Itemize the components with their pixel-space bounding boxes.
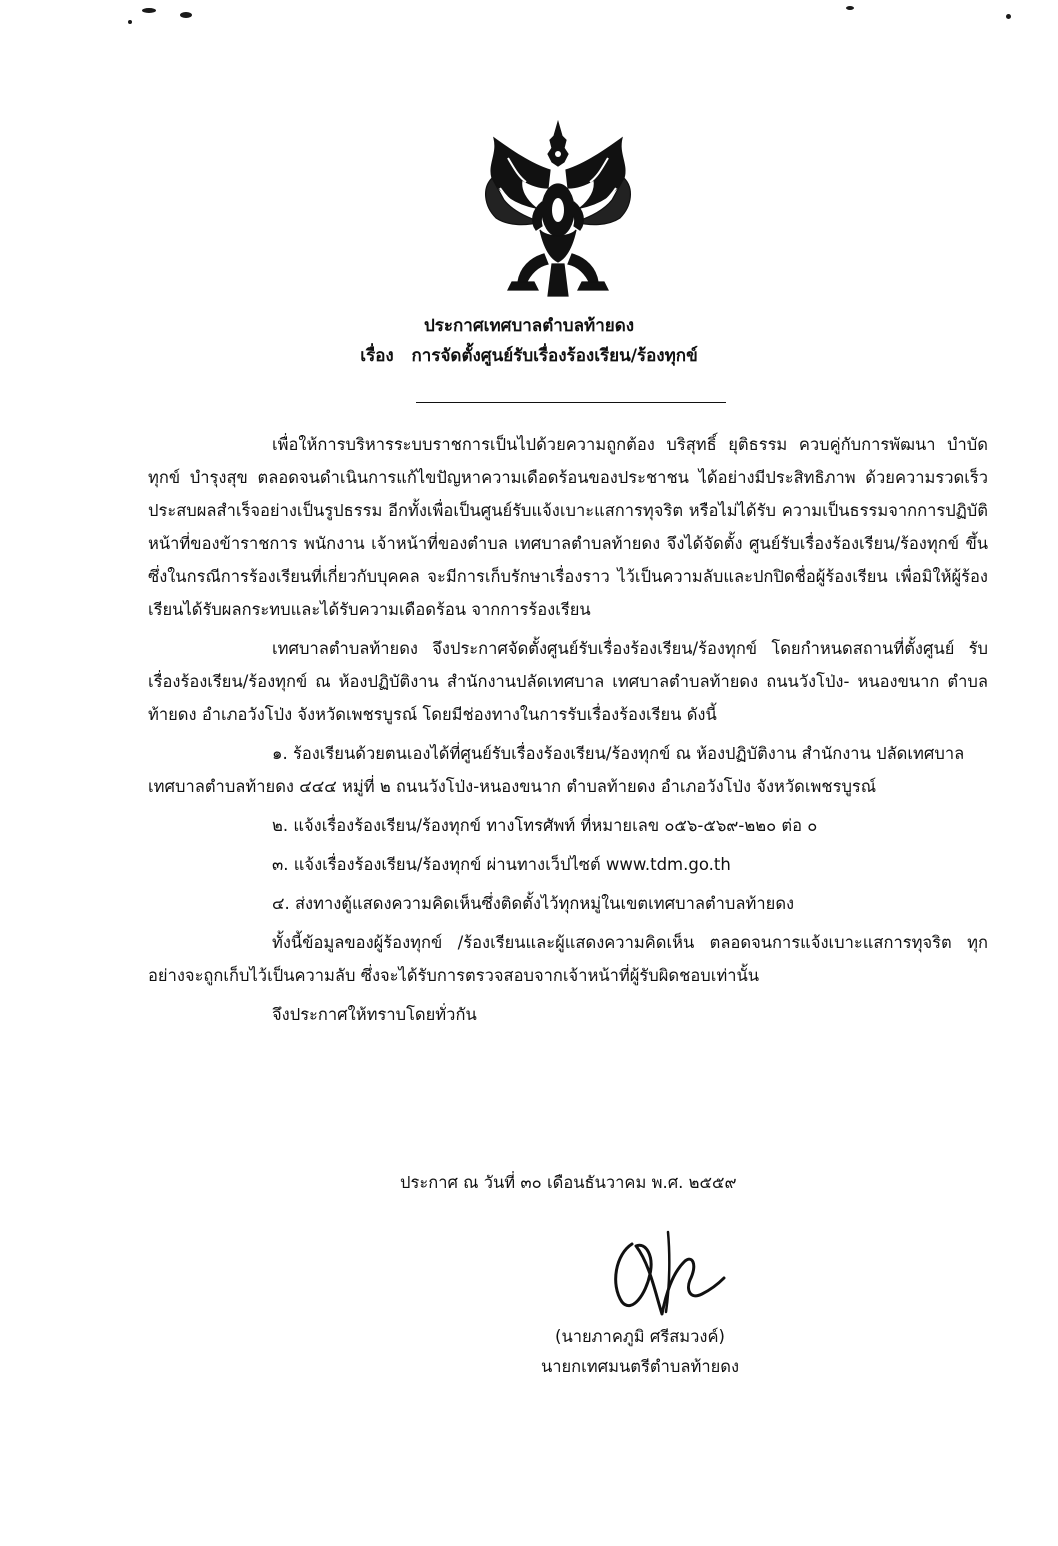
scan-speck: [142, 8, 156, 13]
subject-line: [0, 343, 1058, 369]
title-divider: [416, 402, 726, 403]
closing-line: จึงประกาศให้ทราบโดยทั่วกัน: [272, 1005, 477, 1024]
list-item: ๒. แจ้งเรื่องร้องเรียน/ร้องทุกข์ ทางโทรศัพท์ ที่หมายเลข ๐๕๖-๕๖๙-๒๒๐ ต่อ ๐: [272, 816, 818, 835]
paragraph-purpose: เพื่อให้การบริหารระบบราชการเป็นไปด้วยความถูกต้อง บริสุทธิ์ ยุติธรรม ควบคู่กับการพัฒนา บำบัดทุกข์ บำรุงสุข ตลอดจนดำเนินการแก้ไขปัญหาความเดือดร้อนของประชาชน ได้อย่างมีประสิทธิภาพ ด้วยความรวดเร็วประสบผลสำเร็จอย่างเป็นรูปธรรม อีกทั้งเพื่อเป็นศูนย์รับแจ้งเบาะแสการทุจริต หรือไม่ได้รับ ความเป็นธรรมจากการปฏิบัติหน้าที่ของข้าราชการ พนักงาน เจ้าหน้าที่ของตำบล เทศบาลตำบลท้ายดง จึงได้จัดตั้ง ศูนย์รับเรื่องร้องเรียน/ร้องทุกข์ ขึ้น ซึ่งในกรณีการร้องเรียนที่เกี่ยวกับบุคคล จะมีการเก็บรักษาเรื่องราว ไว้เป็นความลับและปกปิดชื่อผู้ร้องเรียน เพื่อมิให้ผู้ร้องเรียนได้รับผลกระทบและได้รับความเดือดร้อน จากการร้องเรียน: [148, 435, 988, 619]
signer-name: (นายภาคภูมิ ศรีสมวงค์): [555, 1327, 725, 1346]
scan-speck: [1006, 14, 1011, 19]
list-item: ๓. แจ้งเรื่องร้องเรียน/ร้องทุกข์ ผ่านทางเว็ปไซต์ www.tdm.go.th: [272, 855, 731, 874]
signer-position: นายกเทศมนตรีตำบลท้ายดง: [540, 1357, 740, 1376]
list-item: ๑. ร้องเรียนด้วยตนเองได้ที่ศูนย์รับเรื่องร้องเรียน/ร้องทุกข์ ณ ห้องปฏิบัติงาน สำนักงาน ปลัดเทศบาล เทศบาลตำบลท้ายดง ๔๔๔ หมู่ที่ ๒ ถนนวังโป่ง-หนองขนาก ตำบลท้ายดง อำเภอวังโป่ง จังหวัดเพชรบูรณ์: [148, 744, 965, 796]
garuda-emblem-icon: [478, 118, 638, 300]
announcement-date: ประกาศ ณ วันที่ ๓๐ เดือนธันวาคม พ.ศ. ๒๕๕๙: [400, 1173, 737, 1192]
scan-speck: [846, 6, 854, 10]
paragraph-establishment: เทศบาลตำบลท้ายดง จึงประกาศจัดตั้งศูนย์รับเรื่องร้องเรียน/ร้องทุกข์ โดยกำหนดสถานที่ตั้งศูนย์ รับเรื่องร้องเรียน/ร้องทุกข์ ณ ห้องปฏิบัติงาน สำนักงานปลัดเทศบาล เทศบาลตำบลท้ายดง ถนนวังโป่ง- หนองขนาก ตำบลท้ายดง อำเภอวังโป่ง จังหวัดเพชรบูรณ์ โดยมีช่องทางในการรับเรื่องร้องเรียน ดังนี้: [148, 639, 988, 724]
paragraph-confidentiality: ทั้งนี้ข้อมูลของผู้ร้องทุกข์ /ร้องเรียนและผู้แสดงความคิดเห็น ตลอดจนการแจ้งเบาะแสการทุจริต ทุกอย่างจะถูกเก็บไว้เป็นความลับ ซึ่งจะได้รับการตรวจสอบจากเจ้าหน้าที่ผู้รับผิดชอบเท่านั้น: [148, 933, 988, 985]
announcement-body: [148, 428, 988, 1037]
scan-speck: [180, 12, 192, 18]
subject-text: การจัดตั้งศูนย์รับเรื่องร้องเรียน/ร้องทุกข์: [411, 346, 698, 366]
page-title: ประกาศเทศบาลตำบลท้ายดง: [423, 316, 635, 336]
handwritten-signature: [606, 1224, 726, 1320]
list-item: ๔. ส่งทางตู้แสดงความคิดเห็นซึ่งติดตั้งไว้ทุกหมู่ในเขตเทศบาลตำบลท้ายดง: [272, 894, 795, 913]
scan-speck: [128, 20, 132, 24]
subject-label: เรื่อง: [360, 346, 394, 366]
